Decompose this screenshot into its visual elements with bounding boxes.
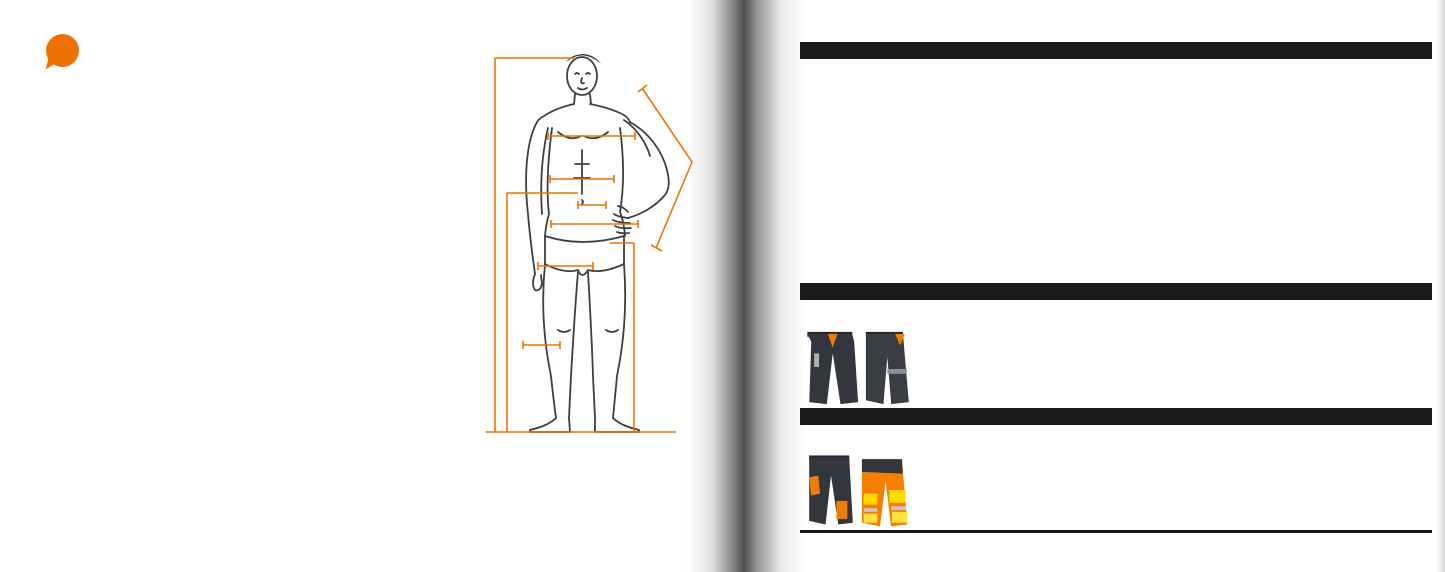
right-page [800, 0, 1436, 572]
table1-header-bar [800, 42, 1432, 59]
page-right-edge-shadow [1436, 0, 1445, 572]
table3-bottom-border [800, 530, 1432, 533]
table2-header-bar [800, 283, 1432, 300]
man-outline [526, 54, 669, 432]
table3-header-bar [800, 408, 1432, 425]
info-icon [46, 34, 79, 67]
measurement-lines [486, 58, 692, 432]
body-measurement-figure [478, 24, 703, 446]
chaps-360-product-photo [800, 450, 922, 535]
page-fold-shadow [686, 0, 804, 572]
figure-svg [478, 24, 703, 446]
chaps-270-product-photo [800, 328, 922, 413]
